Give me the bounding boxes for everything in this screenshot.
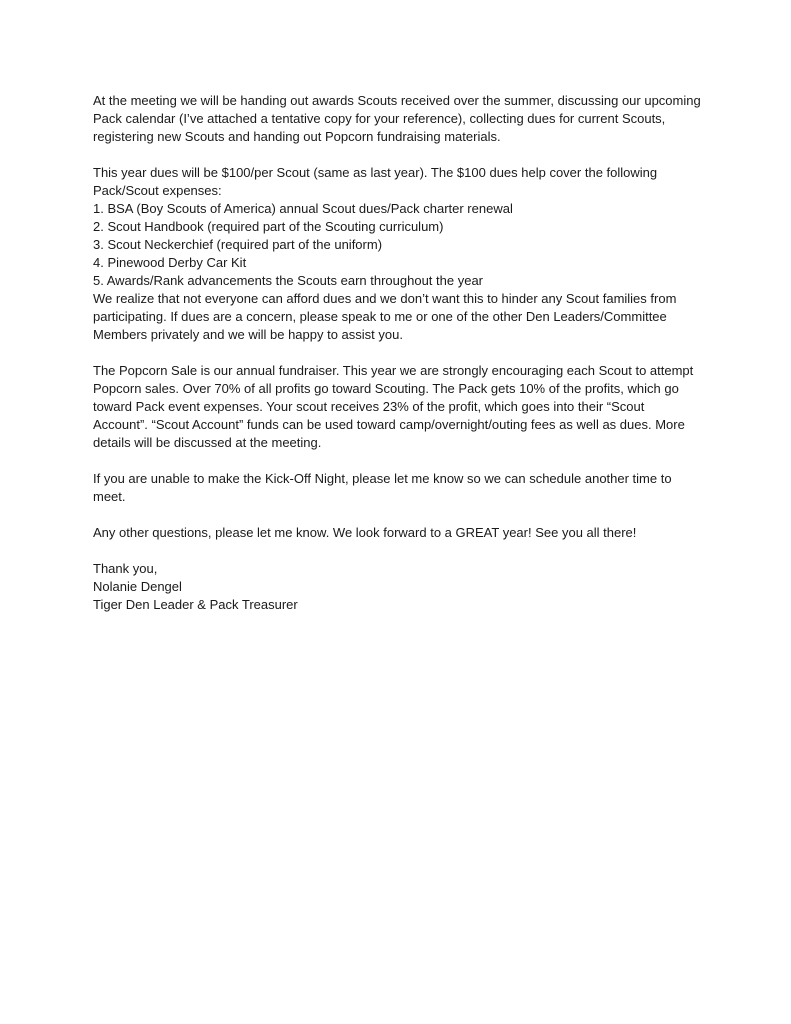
kickoff-line: meet. bbox=[93, 489, 126, 504]
dues-note-line: We realize that not everyone can afford dues and we don’t want this to hinder any Scout families from bbox=[93, 291, 677, 306]
popcorn-line: The Popcorn Sale is our annual fundraiser. This year we are strongly encouraging each Scout to attempt bbox=[93, 363, 694, 378]
questions-line: Any other questions, please let me know. We look forward to a GREAT year! See you all there! bbox=[93, 525, 637, 540]
dues-list-item: 3. Scout Neckerchief (required part of the uniform) bbox=[93, 237, 383, 252]
popcorn-line: toward Pack event expenses. Your scout receives 23% of the profit, which goes into their “Scout bbox=[93, 399, 645, 414]
letter-body bbox=[93, 92, 733, 632]
popcorn-line: Popcorn sales. Over 70% of all profits go toward Scouting. The Pack gets 10% of the profits, which go bbox=[93, 381, 679, 396]
dues-list-item: 5. Awards/Rank advancements the Scouts earn throughout the year bbox=[93, 273, 483, 288]
dues-section bbox=[93, 164, 733, 344]
signer-name: Nolanie Dengel bbox=[93, 579, 182, 594]
dues-list-item: 2. Scout Handbook (required part of the Scouting curriculum) bbox=[93, 219, 444, 234]
kickoff-paragraph bbox=[93, 470, 733, 506]
intro-line: Pack calendar (I’ve attached a tentative copy for your reference), collecting dues for current Scouts, bbox=[93, 111, 666, 126]
dues-intro-line: Pack/Scout expenses: bbox=[93, 183, 222, 198]
signer-title: Tiger Den Leader & Pack Treasurer bbox=[93, 597, 298, 612]
dues-list-item: 1. BSA (Boy Scouts of America) annual Scout dues/Pack charter renewal bbox=[93, 201, 513, 216]
dues-intro-line: This year dues will be $100/per Scout (same as last year). The $100 dues help cover the following bbox=[93, 165, 658, 180]
dues-note-line: participating. If dues are a concern, please speak to me or one of the other Den Leaders/Committee bbox=[93, 309, 667, 324]
intro-paragraph bbox=[93, 92, 733, 146]
intro-line: registering new Scouts and handing out Popcorn fundraising materials. bbox=[93, 129, 501, 144]
kickoff-line: If you are unable to make the Kick-Off Night, please let me know so we can schedule another time to bbox=[93, 471, 672, 486]
closing-line: Thank you, bbox=[93, 561, 158, 576]
popcorn-paragraph bbox=[93, 362, 733, 452]
popcorn-line: details will be discussed at the meeting. bbox=[93, 435, 322, 450]
dues-list-item: 4. Pinewood Derby Car Kit bbox=[93, 255, 247, 270]
intro-line: At the meeting we will be handing out awards Scouts received over the summer, discussing our upcoming bbox=[93, 93, 701, 108]
dues-note-line: Members privately and we will be happy to assist you. bbox=[93, 327, 403, 342]
popcorn-line: Account”. “Scout Account” funds can be used toward camp/overnight/outing fees as well as dues. More bbox=[93, 417, 685, 432]
questions-paragraph bbox=[93, 524, 733, 542]
signature-block bbox=[93, 560, 733, 614]
